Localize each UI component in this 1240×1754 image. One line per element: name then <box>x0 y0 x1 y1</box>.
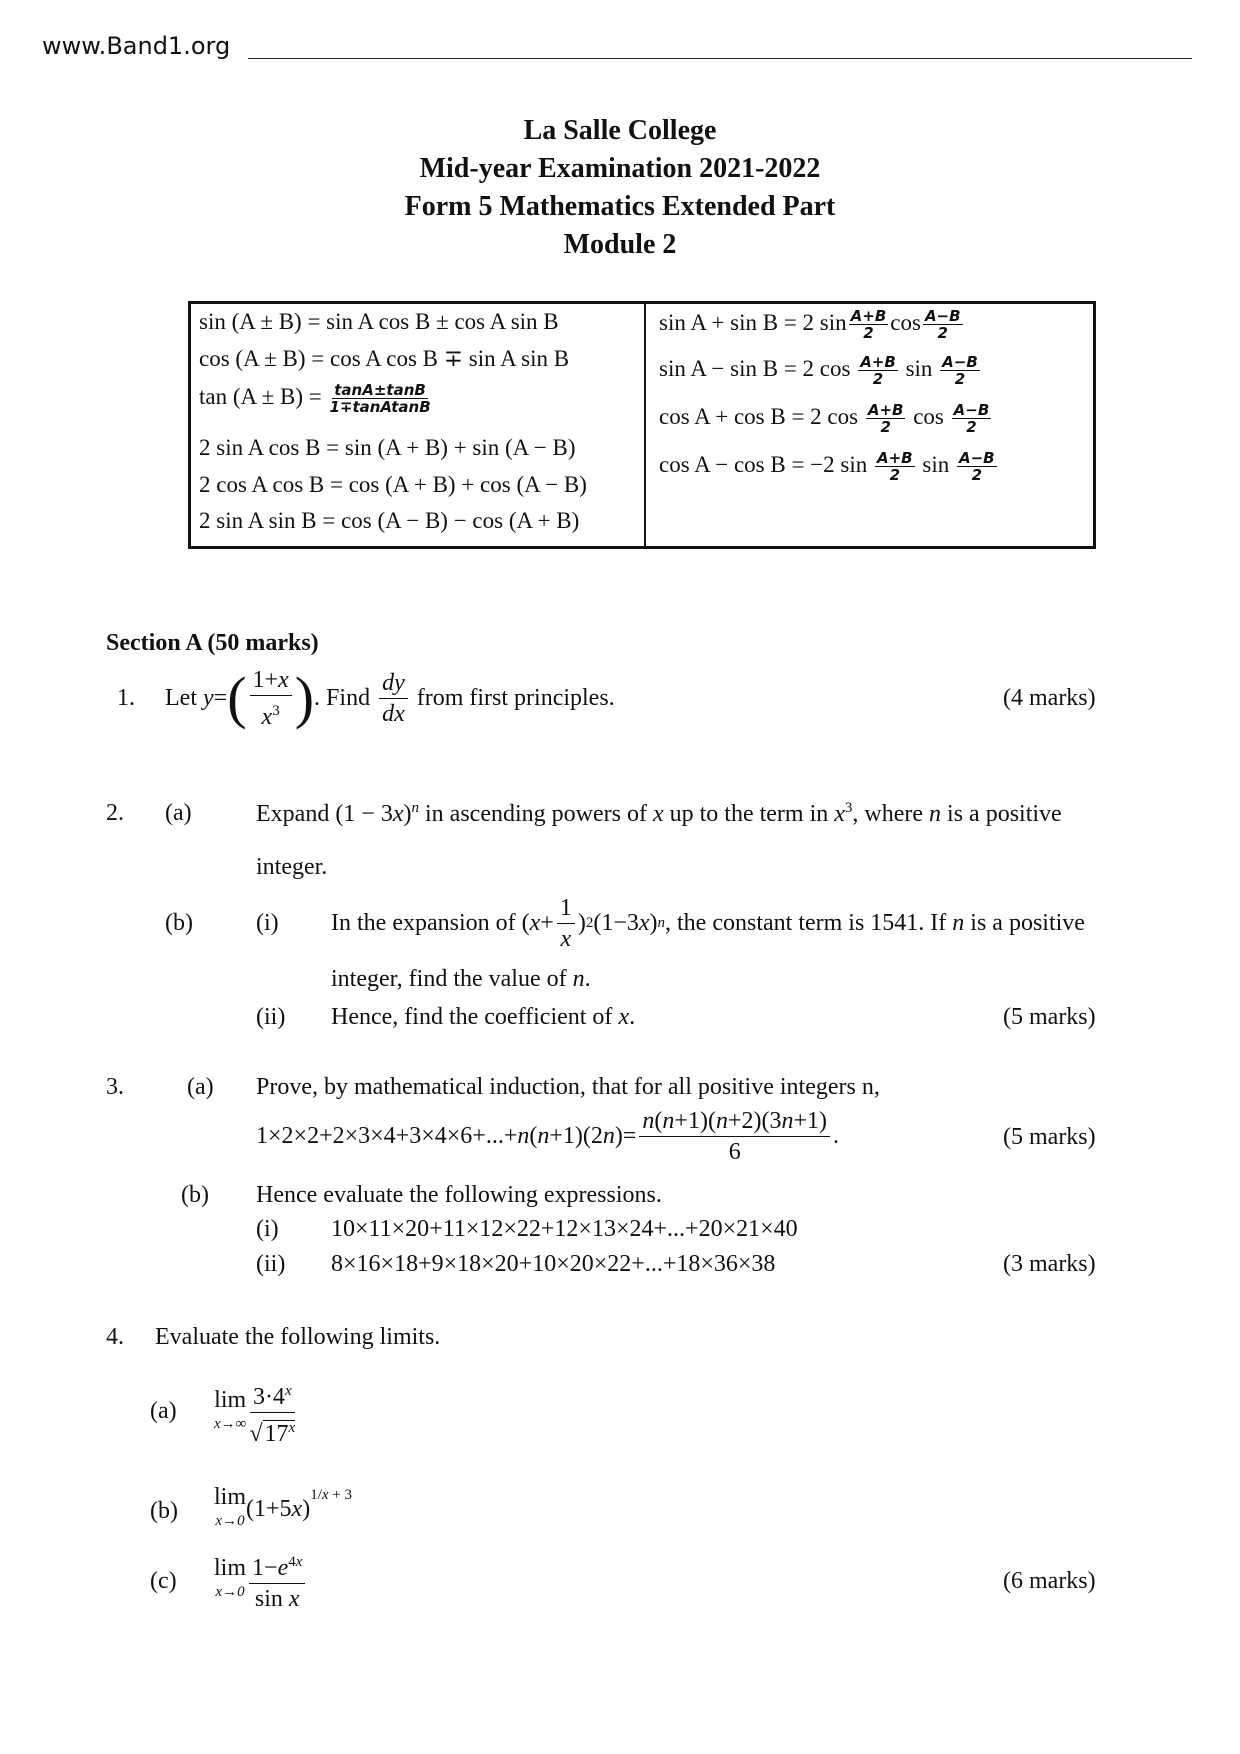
text: 1×2×2+2×3×4+3×4×6+...+ <box>256 1122 518 1149</box>
q4b-limit: lim x→0 (1+5 x ) $^{1/x + 3}$ <box>214 1474 352 1544</box>
formula-text: sin <box>922 451 950 477</box>
tan-denominator: 1∓tanAtanB <box>329 398 431 416</box>
exam-title-block <box>0 112 1240 264</box>
den: x <box>560 925 572 952</box>
formula-text: cos A − cos B = −2 sin <box>659 451 868 477</box>
formula-text: sin A + sin B = 2 sin <box>659 309 847 335</box>
q1-find: Find <box>326 684 371 711</box>
fraction <box>875 450 915 483</box>
q3-part-bi: (i) <box>256 1216 279 1242</box>
formula-text: sin A − sin B = 2 cos <box>659 355 851 381</box>
q2bi-text: In the expansion of ( x + $\frac{1}{x}$ ) 2 (1−3 x ) n , the constant term is 1541. If n is a positive <box>331 894 1085 952</box>
q2-part-bi: (i) <box>256 910 279 936</box>
section-heading: Section A (50 marks) <box>106 630 319 656</box>
formula-2sinAsinB: 2 sin A sin B = cos (A − B) − cos (A + B) <box>199 508 580 533</box>
formula-tan-sum <box>199 382 433 415</box>
school-name: La Salle College <box>523 115 717 146</box>
text: is a positive <box>970 909 1085 936</box>
subject-name: Form 5 Mathematics Extended Part <box>404 191 836 222</box>
den: 2 <box>966 418 977 436</box>
num: A+B <box>877 449 913 467</box>
den: 2 <box>880 418 891 436</box>
formula-cosA-plus-cosB <box>659 402 993 435</box>
num: A−B <box>953 401 990 419</box>
limit-subscript: x→0 <box>215 1513 245 1529</box>
text: , where <box>852 801 924 827</box>
q1-text: Let y = ( $\frac{1+x}{x^3}$ ) . Find $\frac{dy}{dx}$ from first principles. <box>165 665 615 730</box>
q3bi-expression: 10×11×20+11×12×22+12×13×24+...+20×21×40 <box>331 1216 798 1242</box>
q2bii-text: Hence, find the coefficient of x. <box>331 1004 636 1030</box>
num: A−B <box>942 353 978 371</box>
num: n(n+1)(n+2)(3n+1) <box>639 1106 830 1137</box>
num: A+B <box>867 401 904 419</box>
tan-numerator: tanA±tanB <box>334 381 426 399</box>
den: 2 <box>863 324 874 342</box>
num: A−B <box>958 449 995 467</box>
q3b-text: Hence evaluate the following expressions. <box>256 1182 662 1208</box>
q2-part-bii: (ii) <box>256 1004 286 1030</box>
den: $x^3$ <box>261 702 280 730</box>
den: dx <box>382 700 405 727</box>
formula-2cosAcosB: 2 cos A cos B = cos (A + B) + cos (A − B) <box>199 472 587 497</box>
q2a-text-cont: integer. <box>256 854 328 880</box>
formula-tan-fraction <box>329 382 430 415</box>
q4-part-b: (b) <box>150 1498 178 1524</box>
text: is a positive <box>947 801 1062 827</box>
den: 2 <box>889 466 901 484</box>
den: √17$^x$ <box>249 1419 296 1447</box>
module-name: Module 2 <box>563 229 677 260</box>
fraction <box>952 402 992 435</box>
q1-number: 1. <box>117 685 135 711</box>
q2bi-text-cont: integer, find the value of n. <box>331 966 591 992</box>
fraction <box>866 402 906 435</box>
header-rule <box>248 58 1192 59</box>
paren-close: ) <box>294 665 315 730</box>
text: up to the term in <box>669 801 829 827</box>
q3a-text: Prove, by mathematical induction, that for all positive integers n, <box>256 1074 880 1100</box>
text: In the expansion of <box>331 909 516 936</box>
den: sin x <box>254 1585 300 1612</box>
q4-part-c: (c) <box>150 1568 177 1594</box>
q4-marks: (6 marks) <box>1003 1568 1096 1594</box>
num: 1+x <box>250 665 292 696</box>
lim-text: lim <box>214 1555 247 1581</box>
text: integer, find the value of <box>331 966 567 992</box>
fraction <box>249 1376 295 1449</box>
num: dy <box>379 668 408 699</box>
formula-sinA-plus-sinB <box>659 308 965 341</box>
num: A+B <box>850 307 887 325</box>
text: Expand <box>256 801 330 827</box>
num: $1-e^{4x}$ <box>249 1547 305 1584</box>
q2-part-a: (a) <box>165 800 192 826</box>
formula-text: cos <box>913 403 944 429</box>
q3bii-expression: 8×16×18+9×18×20+10×20×22+...+18×36×38 <box>331 1251 776 1277</box>
num: A+B <box>860 353 896 371</box>
exam-name: Mid-year Examination 2021-2022 <box>419 153 821 184</box>
q3a-formula: 1×2×2+2×3×4+3×4×6+...+ n ( n +1)(2 n )= $\frac{n(n+1)(n+2)(3n+1)}{6}$ . <box>256 1107 840 1165</box>
q1-derivative <box>379 668 408 729</box>
q1-tail: from first principles. <box>416 684 615 711</box>
q4-number: 4. <box>106 1324 124 1350</box>
den: 2 <box>937 324 948 342</box>
fraction <box>957 450 997 483</box>
formula-sinA-minus-sinB <box>659 354 982 387</box>
paren-open: ( <box>227 665 247 730</box>
q3b-marks: (3 marks) <box>1003 1251 1096 1277</box>
lim-text: lim <box>214 1387 247 1413</box>
q2a-text: Expand $(1 - 3x)^n$ in ascending powers of x up to the term in $x^3$, where n is a positive <box>256 800 1062 827</box>
den: 2 <box>954 370 966 388</box>
q1-y-fraction <box>250 665 292 732</box>
text: in ascending powers of <box>425 801 647 827</box>
fraction <box>940 354 980 387</box>
q1-let: Let <box>165 684 197 711</box>
fraction <box>923 308 963 341</box>
q2-number: 2. <box>106 800 124 826</box>
formula-text: cos <box>890 309 921 335</box>
lim-text: lim <box>214 1484 247 1510</box>
q3-number: 3. <box>106 1074 124 1100</box>
q4a-limit <box>214 1372 298 1452</box>
limit-operator <box>214 1556 246 1604</box>
q3-part-bii: (ii) <box>256 1251 286 1277</box>
limit-subscript: x→0 <box>215 1584 245 1600</box>
den: 6 <box>728 1138 741 1165</box>
den: 2 <box>872 370 884 388</box>
limit-subscript: x→∞ <box>214 1416 247 1432</box>
q4-part-a: (a) <box>150 1398 177 1424</box>
q2-marks: (5 marks) <box>1003 1004 1096 1030</box>
site-url: www.Band1.org <box>42 32 231 60</box>
formula-2sinAcosB: 2 sin A cos B = sin (A + B) + sin (A − B) <box>199 435 576 460</box>
fraction <box>557 893 575 954</box>
q1-marks: (4 marks) <box>1003 685 1096 711</box>
formula-text: cos A + cos B = 2 cos <box>659 403 859 429</box>
fraction <box>858 354 898 387</box>
formula-cos-sum: cos (A ± B) = cos A cos B ∓ sin A sin B <box>199 346 570 371</box>
q3a-marks: (5 marks) <box>1003 1124 1096 1150</box>
num: 1 <box>557 893 575 924</box>
formula-cosA-minus-cosB <box>659 450 999 483</box>
fraction <box>249 1547 305 1614</box>
text: , the constant term is 1541. If <box>665 909 947 936</box>
formula-tan-lhs: tan (A ± B) = <box>199 383 322 409</box>
fraction <box>849 308 889 341</box>
sqrt-body: 17$^x$ <box>264 1419 296 1447</box>
formula-text: sin <box>905 355 933 381</box>
q2-part-b: (b) <box>165 910 193 936</box>
formula-table <box>188 301 1096 549</box>
text: Hence, find the coefficient of <box>331 1004 613 1030</box>
num: $3\cdot 4^x$ <box>250 1376 295 1413</box>
num: A−B <box>924 307 961 325</box>
q4c-limit <box>214 1542 308 1618</box>
den: 2 <box>971 466 982 484</box>
fraction <box>639 1106 830 1167</box>
q3-part-b: (b) <box>181 1182 209 1208</box>
limit-operator <box>214 1388 246 1436</box>
limit-operator <box>214 1485 246 1533</box>
q3-part-a: (a) <box>187 1074 214 1100</box>
q4-text: Evaluate the following limits. <box>155 1324 441 1350</box>
formula-table-divider <box>644 304 646 546</box>
formula-sin-sum: sin (A ± B) = sin A cos B ± cos A sin B <box>199 309 559 334</box>
